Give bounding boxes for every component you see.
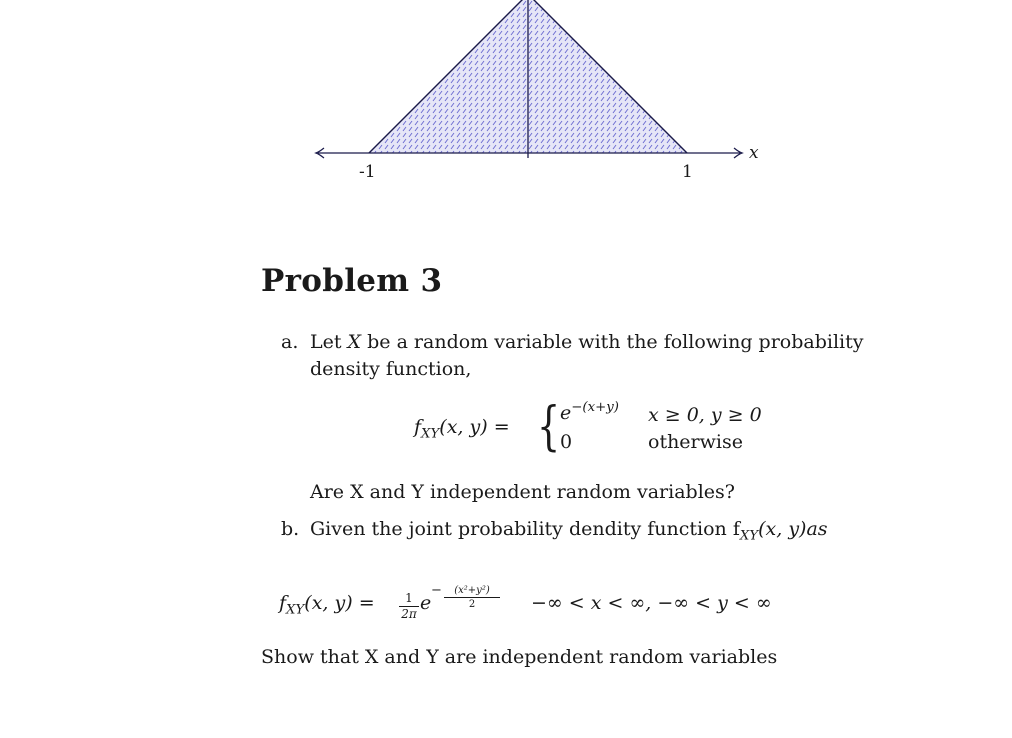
x-axis-label: x [749, 143, 759, 163]
coefficient-denominator: 2π [401, 607, 417, 621]
item-a-text-end: be a random variable with the following probability [361, 331, 864, 353]
function-subscript: XY [421, 426, 440, 442]
case2-value: 0 [560, 431, 573, 453]
fraction-bar [444, 597, 500, 598]
function-f: f [414, 416, 422, 438]
triangle-density-figure [0, 0, 1012, 200]
item-b-args: (x, y) [758, 518, 807, 540]
case1-condition: x ≥ 0, y ≥ 0 [648, 404, 762, 426]
item-a-text-start: Let [310, 331, 348, 353]
function-args: (x, y) = [304, 592, 375, 614]
exponent-fraction [444, 585, 500, 610]
variable-x: X [347, 331, 362, 353]
item-b-trailing: as [806, 518, 828, 540]
item-a-first-line [310, 329, 880, 356]
item-b-text [310, 516, 828, 543]
exp-base: e [560, 402, 572, 424]
exp-power: −(x+y) [571, 400, 619, 416]
tick-label-left: -1 [359, 162, 376, 182]
exp-base: e [420, 592, 432, 614]
coefficient-fraction [399, 592, 419, 621]
function-f: f [279, 592, 287, 614]
case1-value [560, 402, 619, 424]
item-a-question: Are X and Y independent random variables? [310, 481, 735, 503]
page-title: Problem 3 [261, 263, 443, 299]
item-b-text-start: Given the joint probability dendity function f [310, 518, 740, 540]
exponent-numerator: (x²+y²) [454, 585, 490, 596]
coefficient-numerator: 1 [405, 591, 413, 605]
left-brace: { [536, 397, 561, 457]
equation1-lhs [414, 416, 510, 442]
equation2-lhs [279, 592, 375, 618]
case2-condition: otherwise [648, 431, 743, 453]
function-args: (x, y) = [439, 416, 510, 438]
function-subscript: XY [286, 602, 305, 618]
item-a-second-line: density function, [310, 358, 472, 380]
exponent-denominator: 2 [468, 599, 476, 610]
list-marker-a: a. [281, 331, 299, 353]
closing-instruction: Show that X and Y are independent random variables [261, 646, 778, 668]
tick-label-right: 1 [682, 162, 693, 182]
exponent-sign: − [431, 583, 442, 598]
equation2-domain: −∞ < x < ∞, −∞ < y < ∞ [531, 592, 772, 614]
list-marker-b: b. [281, 518, 300, 540]
item-b-subscript: XY [739, 528, 759, 544]
